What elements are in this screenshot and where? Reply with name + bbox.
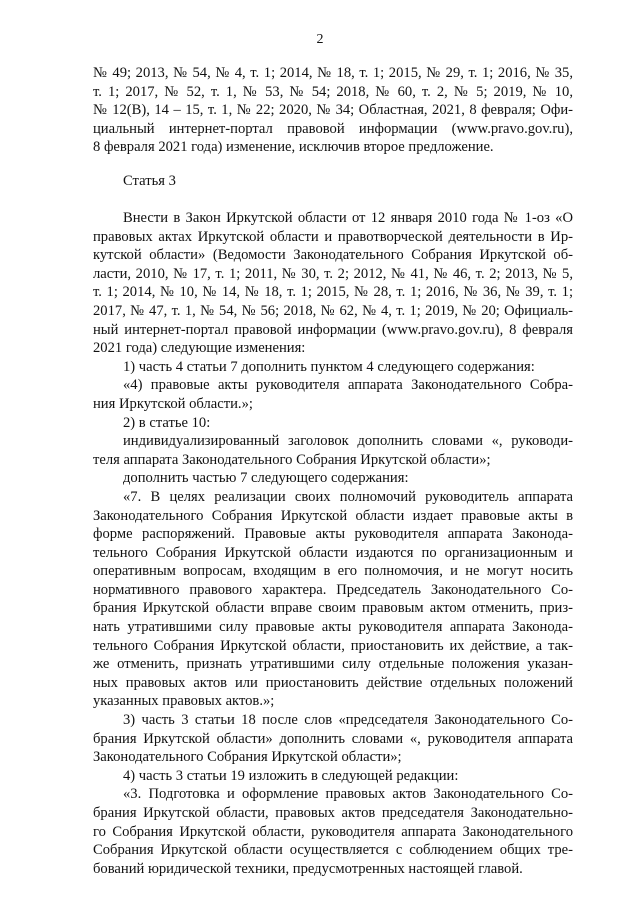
article-body <box>93 209 573 878</box>
list-item: 4) часть 3 статьи 19 изложить в следующей редакции: <box>123 767 459 784</box>
text-line: дополнить частью 7 следующего содержания: <box>123 470 409 487</box>
text-line: Законодательного Собрания Иркутской области издает правовые акты в <box>93 507 573 524</box>
text-line: брания Иркутской области, правовых актов председателя Законодательно- <box>93 805 573 821</box>
text-line: № 12(В), 14 – 15, т. 1, № 22; 2020, № 34; Областная, 2021, 8 февраля; Офи- <box>93 102 573 119</box>
text-line: брания Иркутской области» дополнить словами «, руководителя аппарата <box>93 730 573 747</box>
text-line: нормативного правового характера. Председатель Законодательного Со- <box>93 581 573 598</box>
text-line: нать утратившими силу правовые акты руководителя аппарата Законода- <box>93 619 573 636</box>
text-line: оперативным вопросам, входящим в его полномочия, и не могут носить <box>93 563 573 580</box>
text-line: теля аппарата Законодательного Собрания Иркутской области»; <box>93 451 491 468</box>
text-line: форме распоряжений. Правовые акты руководителя аппарата Законода- <box>93 526 573 543</box>
text-line: ных правовых актов или приостановить действие отдельных положений <box>93 674 573 691</box>
text-line: «7. В целях реализации своих полномочий руководитель аппарата <box>123 488 573 505</box>
text-line: брания Иркутской области вправе своим правовым актом отменить, приз- <box>93 600 573 617</box>
text-line: Внести в Закон Иркутской области от 12 января 2010 года № 1-оз «О <box>123 210 573 226</box>
text-line: т. 1; 2017, № 52, т. 1, № 53, № 54; 2018, № 60, т. 2, № 5; 2019, № 10, <box>93 83 573 100</box>
text-line: 8 февраля 2021 года) изменение, исключив второе предложение. <box>93 139 494 156</box>
text-line: т. 1; 2014, № 10, № 14, № 18, т. 1; 2015, № 28, т. 1; 2016, № 36, № 39, т. 1; <box>93 284 573 301</box>
text-line: указанных правовых актов.»; <box>93 693 275 710</box>
text-line: 2021 года) следующие изменения: <box>93 340 306 357</box>
text-line: кутской области» (Ведомости Законодательного Собрания Иркутской об- <box>93 247 573 264</box>
text-line: го Собрания Иркутской области, руководителя аппарата Законодательного <box>93 823 573 840</box>
text-line: же отменить, признать утратившими силу отдельные положения указан- <box>93 656 573 673</box>
list-item: 3) часть 3 статьи 18 после слов «председателя Законодательного Со- <box>123 712 573 729</box>
text-line: Законодательного Собрания Иркутской области»; <box>93 749 402 766</box>
intro-paragraph <box>93 64 573 157</box>
text-line: ния Иркутской области.»; <box>93 395 253 412</box>
article-title: Статья 3 <box>123 173 176 189</box>
text-line: ный интернет-портал правовой информации (www.pravo.gov.ru), 8 февраля <box>93 321 573 338</box>
text-line: циальный интернет-портал правовой информации (www.pravo.gov.ru), <box>93 120 573 137</box>
text-line: тельного Собрания Иркутской области издаются по организационным и <box>93 544 573 561</box>
text-line: индивидуализированный заголовок дополнить словами «, руководи- <box>123 433 573 450</box>
text-line: № 49; 2013, № 54, № 4, т. 1; 2014, № 18, т. 1; 2015, № 29, т. 1; 2016, № 35, <box>93 65 573 81</box>
text-line: бований юридической техники, предусмотренных настоящей главой. <box>93 860 523 877</box>
text-line: «4) правовые акты руководителя аппарата Законодательного Собра- <box>123 377 573 394</box>
text-line: 2017, № 47, т. 1, № 54, № 56; 2018, № 62, № 4, т. 1; 2019, № 20; Официаль- <box>93 302 573 319</box>
list-item: 1) часть 4 статьи 7 дополнить пунктом 4 следующего содержания: <box>123 358 535 375</box>
article-heading <box>123 172 423 191</box>
text-line: Собрания Иркутской области осуществляется с соблюдением общих тре- <box>93 842 573 859</box>
page-number: 2 <box>316 32 324 47</box>
list-item: 2) в статье 10: <box>123 414 211 431</box>
text-line: «3. Подготовка и оформление правовых актов Законодательного Со- <box>123 786 573 803</box>
text-line: правовых актах Иркутской области и правотворческой деятельности в Ир- <box>93 228 573 245</box>
text-line: тельного Собрания Иркутской области, приостановить их действие, а так- <box>93 637 573 654</box>
text-line: ласти, 2010, № 17, т. 1; 2011, № 30, т. 2; 2012, № 41, № 46, т. 2; 2013, № 5, <box>93 265 573 282</box>
